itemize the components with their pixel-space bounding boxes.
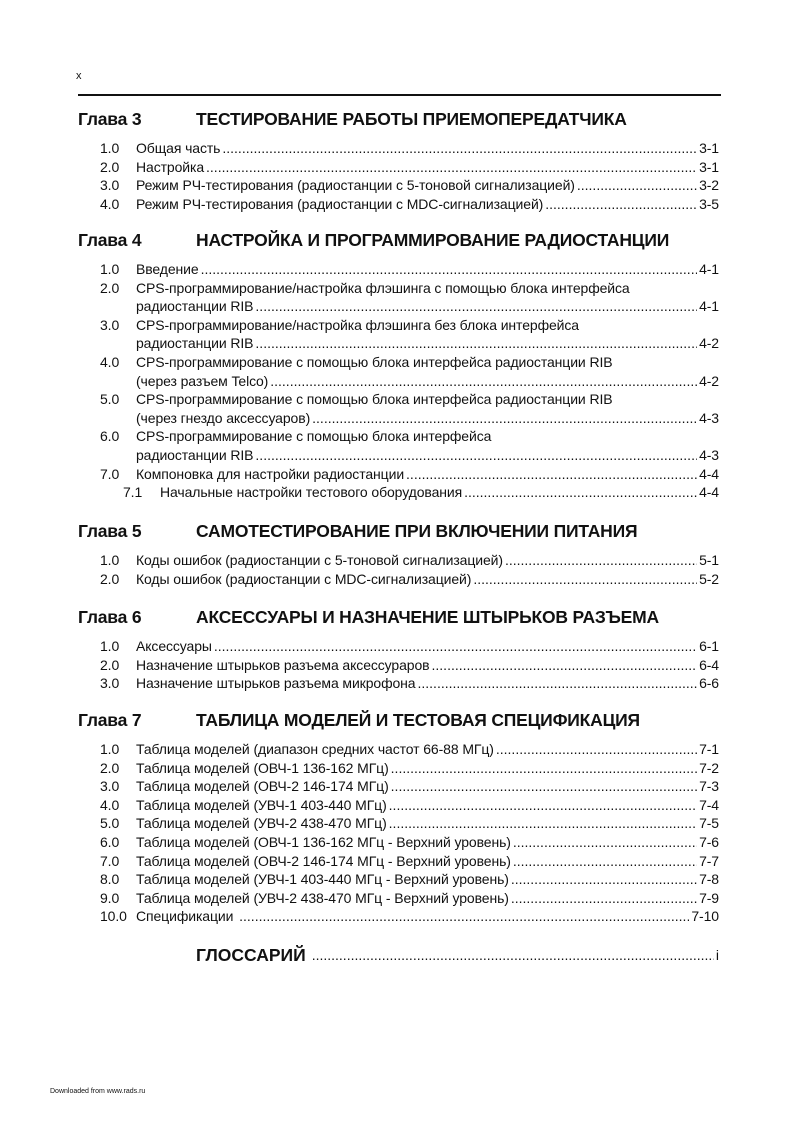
entry-page: 7-4	[699, 796, 719, 813]
entry-number: 2.0	[100, 570, 120, 587]
entry-title: радиостанции RIB	[136, 298, 254, 315]
chapter-heading	[78, 228, 719, 252]
entry-text-wrap	[136, 279, 719, 298]
entry-page: 7-5	[699, 815, 719, 832]
chapter-section	[78, 605, 719, 693]
entry-line	[78, 889, 719, 908]
entry-line	[78, 139, 719, 158]
entry-text-wrap	[136, 656, 719, 675]
toc-entry[interactable]	[78, 570, 719, 589]
toc-entry[interactable]	[78, 260, 719, 279]
entry-line	[78, 176, 719, 195]
entry-title: CPS-программирование с помощью блока интерфейса	[136, 428, 492, 445]
toc-entry[interactable]	[78, 176, 719, 195]
toc-entry[interactable]	[78, 637, 719, 656]
entry-page: 4-4	[699, 484, 719, 501]
entry-line	[78, 297, 719, 316]
chapter-label: Глава 6	[78, 607, 142, 627]
entry-number: 5.0	[100, 815, 120, 832]
chapter-title: АКСЕССУАРЫ И НАЗНАЧЕНИЕ ШТЫРЬКОВ РАЗЪЕМА	[196, 607, 659, 627]
entry-title: Коды ошибок (радиостанции с 5-тоновой сигнализацией)	[136, 552, 503, 568]
entry-title: радиостанции RIB	[136, 335, 254, 352]
entry-title: Таблица моделей (ОВЧ-1 136-162 МГц - Верхний уровень)	[136, 833, 511, 850]
entry-line	[78, 427, 719, 446]
chapter-section	[78, 519, 719, 588]
entry-text-wrap	[136, 427, 719, 446]
entry-page: 3-1	[699, 158, 719, 175]
glossary-page: i	[715, 947, 719, 963]
entry-page: 5-1	[699, 552, 719, 568]
entry-number: 1.0	[100, 140, 120, 156]
entry-line	[78, 353, 719, 372]
entry-text-wrap	[136, 176, 719, 195]
entry-title: Коды ошибок (радиостанции с MDC-сигнализацией)	[136, 570, 472, 587]
dot-leader	[389, 814, 697, 833]
entry-page: 7-2	[699, 759, 719, 776]
entry-number: 3.0	[100, 316, 120, 333]
entry-title: Общая часть	[136, 140, 221, 156]
toc-entry[interactable]	[78, 656, 719, 675]
toc-entry[interactable]	[78, 759, 719, 778]
entry-line	[78, 796, 719, 815]
chapter-heading	[78, 605, 719, 629]
dot-leader	[418, 674, 698, 693]
dot-leader	[391, 777, 697, 796]
entry-title: Настройка	[136, 158, 205, 175]
toc-entry[interactable]	[78, 353, 719, 390]
entry-number: 1.0	[100, 552, 120, 568]
chapter-section	[78, 228, 719, 502]
entry-page: 7-7	[699, 852, 719, 869]
entry-page: 6-6	[699, 675, 719, 692]
entry-page: 7-8	[699, 871, 719, 888]
dot-leader	[464, 483, 697, 502]
entry-line	[78, 570, 719, 589]
entry-text-wrap	[136, 195, 719, 214]
chapter-label: Глава 4	[78, 230, 142, 250]
entry-text-wrap	[136, 814, 719, 833]
entry-title: Спецификации	[136, 908, 234, 925]
entry-title: Таблица моделей (УВЧ-2 438-470 МГц)	[136, 815, 387, 832]
entry-text-wrap	[136, 465, 719, 484]
entry-text-wrap	[136, 297, 719, 316]
entry-text-wrap	[136, 372, 719, 391]
entry-line	[78, 907, 719, 926]
toc-entry[interactable]	[78, 674, 719, 693]
entry-text-wrap	[136, 907, 719, 926]
chapter-label: Глава 5	[78, 521, 142, 541]
entry-number: 8.0	[100, 871, 120, 888]
dot-leader	[214, 637, 697, 656]
entry-text-wrap	[136, 889, 719, 908]
entry-line	[78, 316, 719, 335]
toc-entry[interactable]	[78, 195, 719, 214]
footer-download-note: Downloaded from www.rads.ru	[50, 1088, 146, 1095]
entry-number: 1.0	[100, 741, 120, 757]
entry-page: 4-3	[699, 409, 719, 426]
entry-page: 4-2	[699, 335, 719, 352]
entry-text-wrap	[136, 852, 719, 871]
dot-leader	[201, 260, 697, 279]
dot-leader	[513, 833, 697, 852]
entry-page: 4-3	[699, 446, 719, 463]
entry-text-wrap	[136, 777, 719, 796]
entry-title: радиостанции RIB	[136, 446, 254, 463]
entry-page: 7-3	[699, 778, 719, 795]
entry-number: 2.0	[100, 759, 120, 776]
toc-entry[interactable]	[78, 279, 719, 316]
entry-text-wrap	[136, 759, 719, 778]
entry-line	[78, 852, 719, 871]
header-rule	[78, 94, 721, 96]
entry-line	[78, 279, 719, 298]
toc-entry[interactable]	[78, 870, 719, 889]
entry-line	[78, 390, 719, 409]
entry-text-wrap	[136, 570, 719, 589]
toc-entry[interactable]	[78, 551, 719, 570]
toc-entry[interactable]	[78, 427, 719, 464]
entry-text-wrap	[136, 740, 719, 759]
dot-leader	[473, 570, 697, 589]
toc-entry[interactable]	[78, 316, 719, 353]
entry-page: 3-5	[699, 195, 719, 212]
entry-title: Введение	[136, 261, 199, 277]
entry-line	[78, 814, 719, 833]
entry-number: 3.0	[100, 778, 120, 795]
dot-leader	[312, 409, 697, 428]
dot-leader	[255, 446, 697, 465]
entry-page: 4-1	[699, 261, 719, 277]
entry-title: CPS-программирование с помощью блока интерфейса радиостанции RIB	[136, 391, 613, 408]
toc-entry[interactable]	[78, 740, 719, 759]
toc-entry[interactable]	[78, 483, 719, 502]
entry-text-wrap	[136, 674, 719, 693]
entry-text-wrap	[136, 260, 719, 279]
entry-text-wrap	[136, 316, 719, 335]
toc-entry[interactable]	[78, 852, 719, 871]
entry-line	[78, 334, 719, 353]
entry-title: Компоновка для настройки радиостанции	[136, 465, 405, 482]
dot-leader	[406, 465, 697, 484]
chapter-title: ТАБЛИЦА МОДЕЛЕЙ И ТЕСТОВАЯ СПЕЦИФИКАЦИЯ	[196, 710, 640, 730]
entry-number: 4.0	[100, 195, 120, 212]
entry-line	[78, 372, 719, 391]
entry-title: CPS-программирование/настройка флэшинга с помощью блока интерфейса	[136, 279, 630, 296]
dot-leader	[206, 158, 697, 177]
dot-leader	[312, 943, 714, 967]
entry-title: Таблица моделей (ОВЧ-2 146-174 МГц)	[136, 778, 389, 795]
dot-leader	[391, 759, 697, 778]
entry-page: 5-2	[699, 570, 719, 587]
entry-page: 7-6	[699, 833, 719, 850]
entry-text-wrap	[136, 409, 719, 428]
entry-number: 10.0	[100, 908, 127, 925]
toc-entry[interactable]	[78, 833, 719, 852]
entry-text-wrap	[136, 334, 719, 353]
entry-page: 7-9	[699, 889, 719, 906]
dot-leader	[511, 889, 697, 908]
chapter-section	[78, 107, 719, 213]
entry-line	[78, 409, 719, 428]
dot-leader	[389, 796, 697, 815]
entry-page: 7-10	[691, 908, 719, 925]
entry-number: 2.0	[100, 656, 120, 673]
chapter-label: Глава 3	[78, 109, 142, 129]
glossary-title: ГЛОССАРИЙ	[196, 945, 306, 965]
entry-number: 3.0	[100, 177, 120, 194]
entry-number: 7.0	[100, 852, 120, 869]
entry-number: 7.1	[123, 484, 143, 501]
toc-entry[interactable]	[78, 814, 719, 833]
chapter-heading	[78, 519, 719, 543]
chapter-section	[78, 708, 719, 926]
entry-number: 1.0	[100, 638, 120, 654]
entry-text-wrap	[136, 353, 719, 372]
dot-leader	[511, 870, 697, 889]
entry-page: 4-4	[699, 465, 719, 482]
entry-title: Таблица моделей (диапазон средних частот 66-88 МГц)	[136, 741, 494, 757]
entry-line	[78, 674, 719, 693]
entry-number: 4.0	[100, 353, 120, 370]
entry-text-wrap	[136, 833, 719, 852]
entry-title: Режим РЧ-тестирования (радиостанции с 5-тоновой сигнализацией)	[136, 177, 575, 194]
entry-title: Таблица моделей (ОВЧ-2 146-174 МГц - Верхний уровень)	[136, 852, 511, 869]
dot-leader	[432, 656, 698, 675]
dot-leader	[577, 176, 697, 195]
entry-line	[78, 870, 719, 889]
entry-title: Аксессуары	[136, 638, 212, 654]
entry-number: 3.0	[100, 675, 120, 692]
entry-title: (через разъем Telco)	[136, 372, 269, 389]
toc-entry[interactable]	[78, 390, 719, 427]
entry-number: 9.0	[100, 889, 120, 906]
dot-leader	[255, 334, 697, 353]
entry-page: 6-4	[699, 656, 719, 673]
toc-entry[interactable]	[78, 158, 719, 177]
entry-line	[78, 483, 719, 502]
entry-number: 2.0	[100, 279, 120, 296]
entry-text-wrap	[136, 390, 719, 409]
entry-page: 3-2	[699, 177, 719, 194]
entry-line	[78, 656, 719, 675]
entry-title: Режим РЧ-тестирования (радиостанции с MDC-сигнализацией)	[136, 195, 544, 212]
entry-number: 4.0	[100, 796, 120, 813]
toc-entry[interactable]	[78, 465, 719, 484]
toc-entry[interactable]	[78, 796, 719, 815]
entry-line	[78, 551, 719, 570]
toc-entry[interactable]	[78, 139, 719, 158]
dot-leader	[239, 907, 689, 926]
entry-number: 5.0	[100, 391, 120, 408]
entry-number: 2.0	[100, 158, 120, 175]
entry-page: 6-1	[699, 638, 719, 654]
entry-page: 7-1	[699, 741, 719, 757]
entry-line	[78, 777, 719, 796]
entry-title: CPS-программирование с помощью блока интерфейса радиостанции RIB	[136, 353, 613, 370]
dot-leader	[545, 195, 697, 214]
chapter-title: НАСТРОЙКА И ПРОГРАММИРОВАНИЕ РАДИОСТАНЦИИ	[196, 230, 670, 250]
toc-entry[interactable]	[78, 907, 719, 926]
entry-title: Таблица моделей (УВЧ-1 403-440 МГц)	[136, 796, 387, 813]
entry-line	[78, 740, 719, 759]
entry-line	[78, 833, 719, 852]
entry-number: 7.0	[100, 465, 120, 482]
entry-text-wrap	[136, 870, 719, 889]
entry-title: Таблица моделей (УВЧ-1 403-440 МГц - Верхний уровень)	[136, 871, 509, 888]
entry-line	[78, 158, 719, 177]
page-number: x	[76, 70, 82, 82]
dot-leader	[513, 852, 697, 871]
entry-line	[78, 260, 719, 279]
entry-number: 1.0	[100, 261, 120, 277]
toc-entry[interactable]	[78, 777, 719, 796]
entry-line	[78, 465, 719, 484]
chapter-heading	[78, 708, 719, 732]
entry-page: 4-1	[699, 298, 719, 315]
entry-title: Начальные настройки тестового оборудования	[160, 484, 463, 501]
entry-list	[78, 637, 719, 693]
chapter-title: ТЕСТИРОВАНИЕ РАБОТЫ ПРИЕМОПЕРЕДАТЧИКА	[196, 109, 627, 129]
entry-text-wrap	[160, 483, 719, 502]
toc-entry[interactable]	[78, 889, 719, 908]
entry-title: CPS-программирование/настройка флэшинга без блока интерфейса	[136, 316, 579, 333]
entry-title: (через гнездо аксессуаров)	[136, 409, 311, 426]
entry-page: 3-1	[699, 140, 719, 156]
entry-text-wrap	[136, 446, 719, 465]
toc-entry-glossary[interactable]	[196, 943, 719, 967]
dot-leader	[270, 372, 697, 391]
entry-title: Назначение штырьков разъема аксессураров	[136, 656, 430, 673]
entry-number: 6.0	[100, 833, 120, 850]
entry-text-wrap	[136, 139, 719, 158]
entry-page: 4-2	[699, 372, 719, 389]
dot-leader	[255, 297, 697, 316]
entry-title: Таблица моделей (ОВЧ-1 136-162 МГц)	[136, 759, 389, 776]
entry-line	[78, 637, 719, 656]
entry-line	[78, 759, 719, 778]
entry-text-wrap	[136, 551, 719, 570]
entry-title: Назначение штырьков разъема микрофона	[136, 675, 416, 692]
entry-text-wrap	[136, 158, 719, 177]
entry-number: 6.0	[100, 428, 120, 445]
entry-list	[78, 260, 719, 502]
entry-list	[78, 551, 719, 588]
entry-list	[78, 139, 719, 213]
chapter-title: САМОТЕСТИРОВАНИЕ ПРИ ВКЛЮЧЕНИИ ПИТАНИЯ	[196, 521, 638, 541]
chapter-heading	[78, 107, 719, 131]
chapter-label: Глава 7	[78, 710, 142, 730]
entry-list	[78, 740, 719, 926]
entry-line	[78, 446, 719, 465]
entry-text-wrap	[136, 796, 719, 815]
dot-leader	[505, 551, 697, 570]
dot-leader	[496, 740, 697, 759]
dot-leader	[222, 139, 697, 158]
entry-text-wrap	[136, 637, 719, 656]
entry-line	[78, 195, 719, 214]
entry-title: Таблица моделей (УВЧ-2 438-470 МГц - Верхний уровень)	[136, 889, 509, 906]
